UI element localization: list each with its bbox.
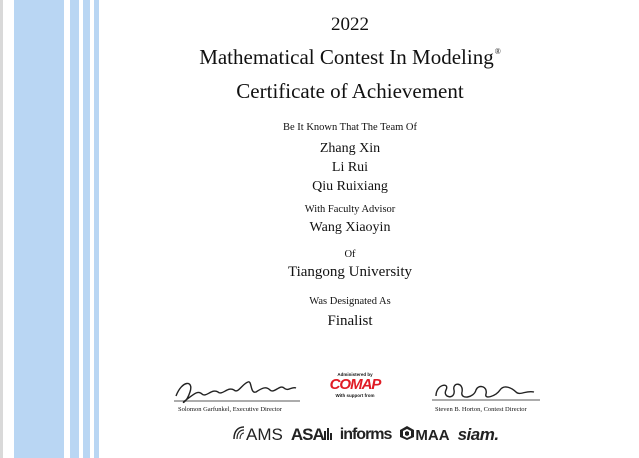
asa-bars-icon [324, 425, 332, 446]
designation-label: Was Designated As [309, 296, 391, 307]
left-signature [172, 376, 302, 408]
team-member: Zhang Xin [319, 141, 381, 156]
certificate-subtitle: Certificate of Achievement [236, 79, 464, 103]
ams-logo-text: AMS [246, 425, 283, 444]
right-signature [430, 376, 542, 408]
advisor-label: With Faculty Advisor [304, 204, 396, 215]
asa-logo [291, 425, 332, 446]
right-signature-label: Steven B. Horton, Contest Director [435, 406, 527, 413]
siam-logo [458, 425, 499, 445]
registered-mark: ® [494, 47, 501, 56]
team-member: Qiu Ruixiang [312, 179, 388, 194]
of-label: Of [344, 249, 356, 260]
university-name: Tiangong University [287, 264, 413, 280]
intro-text: Be It Known That The Team Of [283, 122, 417, 133]
team-member: Li Rui [331, 160, 369, 175]
administered-by-text: Administered by [337, 372, 373, 377]
designation: Finalist [327, 313, 373, 329]
left-signature-label: Solomon Garfunkel, Executive Director [178, 406, 282, 413]
support-text: With support from [335, 393, 375, 398]
contest-name: Mathematical Contest In Modeling [199, 45, 494, 69]
informs-logo [340, 426, 392, 444]
advisor-name: Wang Xiaoyin [309, 220, 391, 235]
ams-logo [232, 425, 283, 446]
informs-logo-text: informs [339, 426, 392, 443]
asa-logo-text: ASA [290, 425, 324, 444]
border-stripe-2 [83, 0, 90, 458]
siam-logo-text: siam. [457, 425, 499, 444]
border-stripe-wide [14, 0, 64, 458]
border-stripe-1 [70, 0, 79, 458]
comap-block [325, 372, 385, 398]
maa-logo [399, 425, 449, 446]
comap-logo: COMAP [329, 376, 381, 393]
sponsor-logos [232, 424, 499, 446]
certificate-title [110, 45, 590, 70]
certificate-year: 2022 [331, 14, 369, 35]
ams-wheel-icon [232, 425, 246, 446]
maa-cube-icon [399, 425, 415, 446]
maa-logo-text: MAA [415, 426, 450, 444]
page-edge [0, 0, 3, 458]
border-stripe-3 [94, 0, 99, 458]
